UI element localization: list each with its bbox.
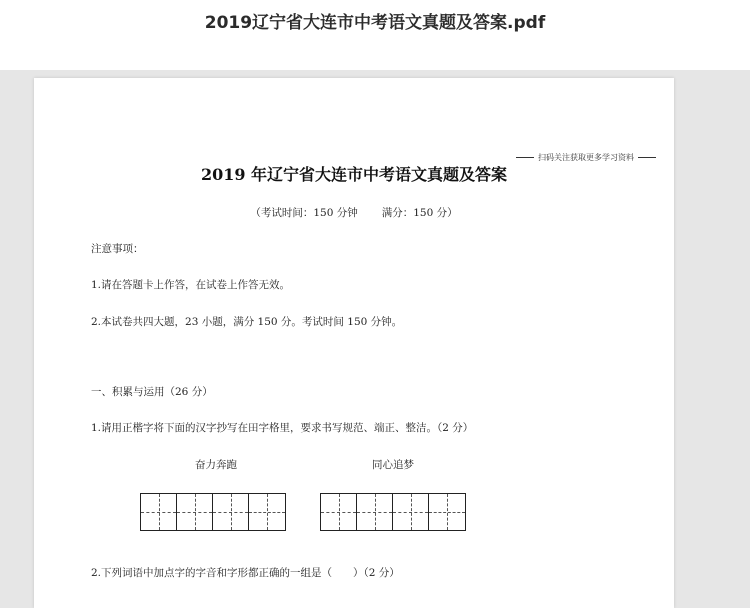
- grid-cell: [213, 494, 249, 530]
- exam-info: [34, 205, 674, 220]
- grid-cell: [321, 494, 357, 530]
- promo-right-rule: [638, 157, 656, 158]
- note-2: 2.本试卷共四大题，23 小题，满分 150 分。考试时间 150 分钟。: [91, 316, 403, 328]
- writing-grid-1: [140, 493, 286, 531]
- full-score: 满分：150 分）: [381, 207, 458, 219]
- grid-cell: [357, 494, 393, 530]
- grid-cell: [141, 494, 177, 530]
- grid-cell: [429, 494, 465, 530]
- viewer-toolbar: [0, 0, 750, 70]
- document-page: [34, 78, 674, 608]
- phrase-1: 奋力奔跑: [195, 459, 237, 471]
- grid-cell: [393, 494, 429, 530]
- document-title: 2019 年辽宁省大连市中考语文真题及答案: [200, 165, 508, 184]
- notes-heading: 注意事项：: [91, 243, 144, 255]
- writing-grid-2: [320, 493, 466, 531]
- file-title: 2019辽宁省大连市中考语文真题及答案.pdf: [204, 13, 546, 33]
- exam-time: （考试时间：150 分钟: [250, 207, 358, 219]
- grid-cell: [249, 494, 285, 530]
- grid-cell: [177, 494, 213, 530]
- section-heading-1: 一、积累与运用（26 分）: [91, 386, 213, 398]
- promo-left-rule: [516, 157, 534, 158]
- promo-text: 扫码关注获取更多学习资料: [538, 153, 634, 162]
- question-1: 1.请用正楷字将下面的汉字抄写在田字格里，要求书写规范、端正、整洁。（2 分）: [91, 422, 474, 434]
- phrase-2: 同心追梦: [372, 459, 414, 471]
- question-2: 2.下列词语中加点字的字音和字形都正确的一组是（ ）（2 分）: [91, 567, 400, 579]
- note-1: 1.请在答题卡上作答，在试卷上作答无效。: [91, 279, 291, 291]
